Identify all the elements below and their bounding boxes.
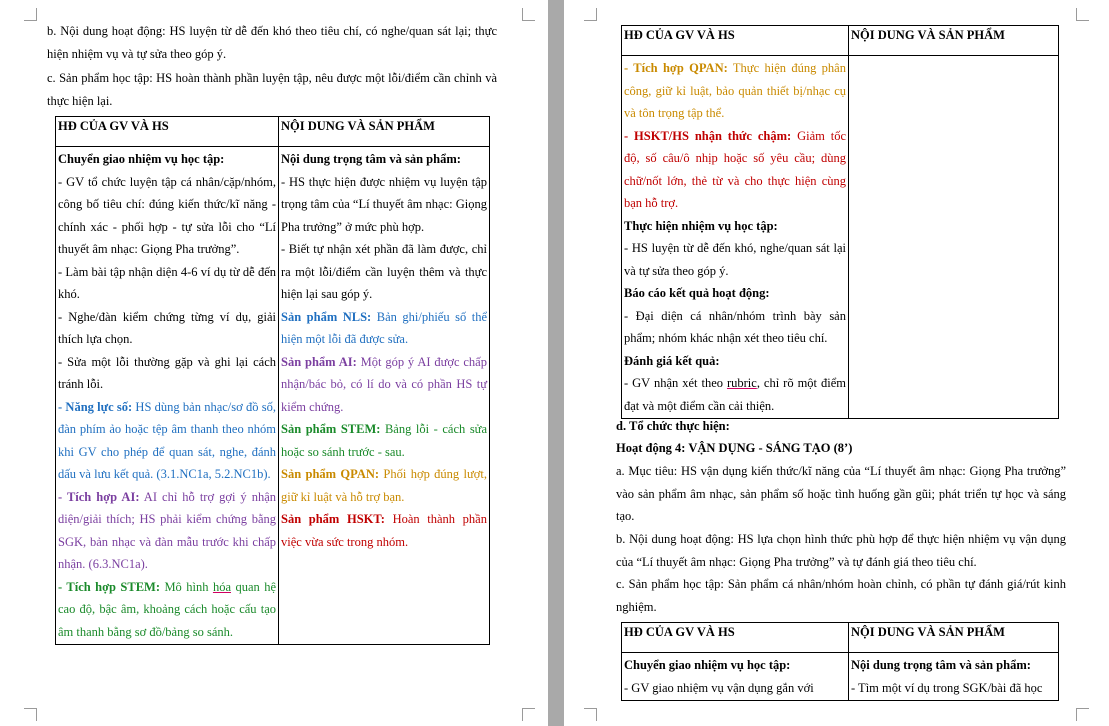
product-qpan-text: Phối hợp đúng lượt, giữ kỉ luật và hỗ trợ bạn. [281, 467, 487, 504]
product-hskt-label: Sản phẩm HSKT: [281, 512, 385, 526]
product-qpan-label: Sản phẩm QPAN: [281, 467, 380, 481]
table-header-teacher-student: HĐ CỦA GV VÀ HS [622, 26, 849, 56]
paragraph-content: b. Nội dung hoạt động: HS luyện từ dễ đến khó theo tiêu chí, có nghe/quan sát lại; thực hiện nhiệm vụ và tự sửa theo góp ý. [47, 24, 497, 61]
product-hskt-text: Hoàn thành phần việc vừa sức trong nhóm. [281, 512, 487, 549]
crop-mark [522, 708, 535, 721]
ai-integration-label: - Tích hợp AI: [58, 489, 140, 504]
list-item: - Nghe/đàn kiểm chứng từng ví dụ, giải thích lựa chọn. [58, 309, 276, 346]
crop-mark [584, 8, 597, 21]
paragraph-product: c. Sản phẩm học tập: Sản phẩm cá nhân/nhóm hoàn chỉnh, có phần tự đánh giá/rút kinh nghiệm. [616, 577, 1066, 614]
digital-competence-label: - Năng lực số: [58, 399, 133, 414]
stem-integration-text: Mô hình [160, 579, 213, 594]
digital-competence-text: HS dùng bản nhạc/sơ đồ số, đàn phím ảo hoặc tệp âm thanh theo nhóm khi GV cho phép để quan sát, nghe, đánh dấu và lưu kết quả. (3.1.NC1a, 5.2.NC1b). [58, 399, 276, 481]
report-title: Báo cáo kết quả hoạt động: [624, 286, 770, 300]
focus-content-title: Nội dung trọng tâm và sản phẩm: [281, 152, 461, 166]
ai-integration-item [58, 486, 276, 576]
spellcheck-word: rubric [726, 376, 757, 390]
activity-heading: Hoạt động 4: VẬN DỤNG - SÁNG TẠO (8’) [616, 441, 853, 455]
table-header-teacher-student: HĐ CỦA GV VÀ HS [56, 117, 279, 147]
qpan-integration-item [624, 57, 846, 125]
evaluation-text-end: , chỉ rõ một điểm đạt và một điểm cần cải thiện. [624, 376, 846, 413]
table-header-content-product: NỘI DUNG VÀ SẢN PHẨM [279, 117, 490, 147]
crop-mark [24, 8, 37, 21]
list-item: - Tìm một ví dụ trong SGK/bài đã học [851, 680, 1043, 695]
product-nls-text: Bản ghi/phiếu số thể hiện một lỗi đã được sửa. [281, 309, 487, 346]
product-nls-item [281, 306, 487, 351]
stem-integration-item [58, 576, 276, 644]
list-item: - HS luyện từ dễ đến khó, nghe/quan sát lại và tự sửa theo góp ý. [624, 241, 846, 278]
focus-content-title: Nội dung trọng tâm và sản phẩm: [851, 658, 1031, 672]
product-stem-item [281, 418, 487, 463]
activity-table-right-continued [621, 25, 1059, 419]
qpan-integration-text: Thực hiện đúng phân công, giữ kỉ luật, bảo quản thiết bị/nhạc cụ và tôn trọng tập thể. [624, 61, 846, 120]
crop-mark [1076, 8, 1089, 21]
evaluation-text: - GV nhận xét theo [624, 376, 727, 390]
paragraph-content: b. Nội dung hoạt động: HS lựa chọn hình thức phù hợp để thực hiện nhiệm vụ vận dụng của “Lí thuyết âm nhạc: Giọng Pha trưởng” và tự đánh giá theo tiêu chí. [616, 532, 1066, 569]
crop-mark [1076, 708, 1089, 721]
digital-competence-item [58, 396, 276, 486]
paragraph-objective: a. Mục tiêu: HS vận dụng kiến thức/kĩ năng của “Lí thuyết âm nhạc: Giọng Pha trưởng” vào sản phẩm âm nhạc, sản phẩm số hoặc tình huống gần gũi; phát triển tự học và sáng tạo. [616, 464, 1066, 523]
stem-integration-text-end: quan hệ cao độ, bậc âm, khoảng cách hoặc cấu tạo âm thanh bằng sơ đồ/bảng so sánh. [58, 579, 276, 639]
section-heading: d. Tổ chức thực hiện: [616, 419, 730, 433]
list-item: - Biết tự nhận xét phần đã làm được, chỉ ra một lỗi/điểm cần luyện thêm và thực hiện lại sau góp ý. [281, 242, 487, 301]
crop-mark [522, 8, 535, 21]
product-nls-label: Sản phẩm NLS: [281, 309, 372, 324]
product-stem-label: Sản phẩm STEM: [281, 422, 381, 436]
crop-mark [24, 708, 37, 721]
table-cell-activities [622, 653, 849, 701]
product-hskt-item [281, 508, 487, 553]
spellcheck-word: hóa [212, 579, 231, 594]
product-qpan-item [281, 463, 487, 508]
table-cell-activities [56, 147, 279, 645]
table-cell-content-empty [849, 56, 1059, 419]
qpan-integration-label: - Tích hợp QPAN: [624, 61, 728, 75]
activity-table-left [55, 116, 490, 645]
task-assign-title: Chuyển giao nhiệm vụ học tập: [58, 152, 225, 166]
task-assign-title: Chuyển giao nhiệm vụ học tập: [624, 658, 791, 672]
list-item: - GV tổ chức luyện tập cá nhân/cặp/nhóm, công bố tiêu chí: đúng kiến thức/kĩ năng - chính xác - phối hợp - tự sửa lỗi cho “Lí thuyết âm nhạc: Giọng Pha trưởng”. [58, 174, 276, 256]
product-stem-text: Bảng lỗi - cách sửa hoặc so sánh trước - sau. [281, 422, 488, 459]
hskt-support-text: Giảm tốc độ, số câu/ô nhịp hoặc số yêu cầu; dùng chữ/nốt lớn, thẻ từ và cho thực hiện cùng bạn hỗ trợ. [624, 128, 847, 210]
table-cell-content [279, 147, 490, 645]
evaluation-title: Đánh giá kết quả: [624, 353, 720, 368]
table-header-content-product: NỘI DUNG VÀ SẢN PHẨM [849, 623, 1059, 653]
table-cell-activities [622, 56, 849, 419]
product-ai-label: Sản phẩm AI: [281, 354, 357, 369]
crop-mark [584, 708, 597, 721]
document-page-right [564, 0, 1109, 726]
product-ai-item [281, 351, 487, 419]
product-ai-text: Một góp ý AI được chấp nhận/bác bỏ, có lí do và có phần HS tự kiểm chứng. [281, 354, 487, 414]
perform-task-title: Thực hiện nhiệm vụ học tập: [624, 218, 778, 233]
table-header-teacher-student: HĐ CỦA GV VÀ HS [622, 623, 849, 653]
list-item: - GV giao nhiệm vụ vận dụng gắn với [624, 680, 814, 695]
list-item: - HS thực hiện được nhiệm vụ luyện tập trọng tâm của “Lí thuyết âm nhạc: Giọng Pha trưởng” ở mức phù hợp. [281, 174, 487, 234]
hskt-support-item [624, 125, 846, 215]
list-item: - Đại diện cá nhân/nhóm trình bày sản phẩm; nhóm khác nhận xét theo tiêu chí. [624, 308, 846, 345]
activity-table-apply [621, 622, 1059, 701]
stem-integration-label: - Tích hợp STEM: [58, 579, 160, 594]
document-page-left [0, 0, 548, 726]
ai-integration-text: AI chỉ hỗ trợ gợi ý nhận diện/giải thích; HS phải kiểm chứng bằng SGK, bản nhạc và đàn mẫu trước khi chấp nhận. (6.3.NC1a). [58, 489, 276, 571]
paragraph-product: c. Sản phẩm học tập: HS hoàn thành phần luyện tập, nêu được một lỗi/điểm cần chỉnh và thực hiện lại. [47, 71, 497, 108]
list-item: - Sửa một lỗi thường gặp và ghi lại cách tránh lỗi. [58, 354, 276, 391]
list-item [624, 372, 846, 417]
hskt-support-label: - HSKT/HS nhận thức chậm: [624, 128, 792, 143]
table-header-content-product: NỘI DUNG VÀ SẢN PHẨM [849, 26, 1059, 56]
table-cell-content [849, 653, 1059, 701]
list-item: - Làm bài tập nhận diện 4-6 ví dụ từ dễ đến khó. [58, 264, 276, 301]
